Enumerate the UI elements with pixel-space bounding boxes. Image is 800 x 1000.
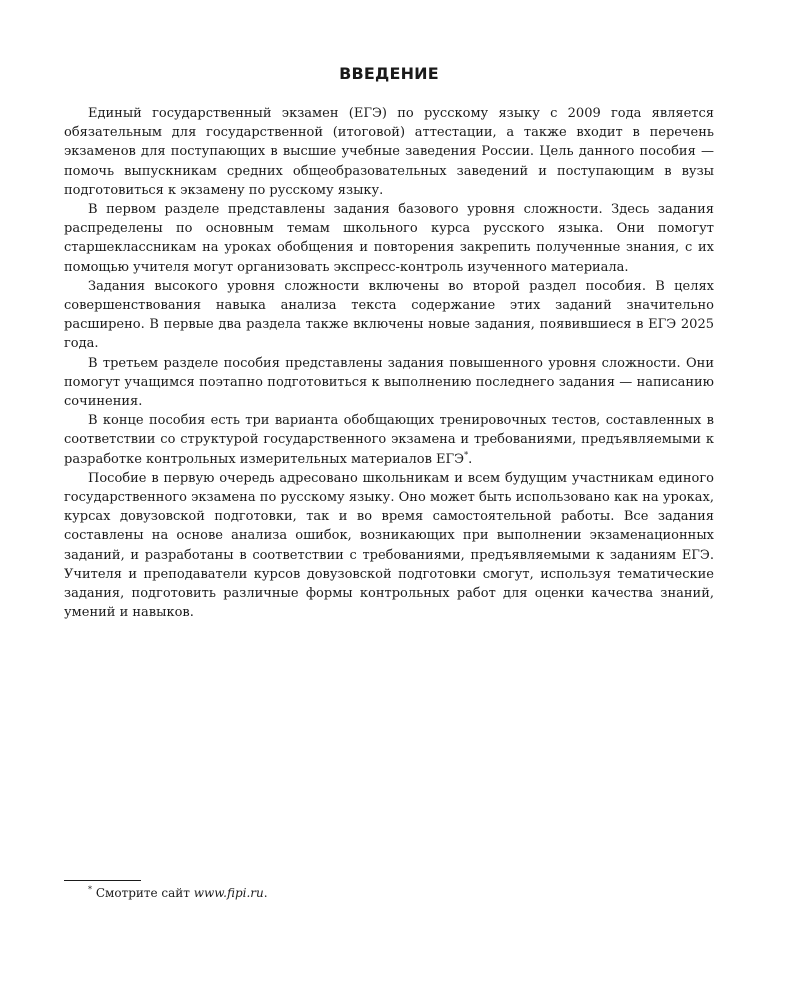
footnote-text: Смотрите сайт <box>92 886 194 900</box>
page-title: ВВЕДЕНИЕ <box>339 64 439 83</box>
footnote-divider <box>64 880 141 881</box>
footnote-marker: * <box>88 885 92 894</box>
paragraph-5-end: . <box>468 451 473 467</box>
paragraph-2: В первом разделе представлены задания базового уровня сложности. Здесь задания распределены по основным темам школьного курса русского языка. Они помогут старшеклассникам на уроках обобщения и повторения закрепить полученные знания, с их помощью учителя могут организовать экспресс-контроль изученного материала. <box>64 202 714 275</box>
paragraph-1: Единый государственный экзамен (ЕГЭ) по русскому языку с 2009 года является обязательным для государственной (итоговой) аттестации, а также входит в перечень экзаменов для поступающих в высшие учебные заведения России. Цель данного пособия — помочь выпускникам средних общеобразовательных заведений и поступающим в вузы подготовиться к экзамену по русскому языку. <box>64 106 714 198</box>
footnote-site: www.fipi.ru <box>193 886 264 900</box>
paragraph-6: Пособие в первую очередь адресовано школьникам и всем будущим участникам единого государственного экзамена по русскому языку. Оно может быть использовано как на уроках, курсах довузовской подготовки, так и во время самостоятельной работы. Все задания составлены на основе анализа ошибок, возникающих при выполнении экзаменационных заданий, и разработаны в соответствии с требованиями, предъявляемыми к заданиям ЕГЭ. Учителя и преподаватели курсов довузовской подготовки смогут, используя тематические задания, подготовить различные формы контрольных работ для оценки качества знаний, умений и навыков. <box>64 470 714 621</box>
paragraph-5-text: В конце пособия есть три варианта обобщающих тренировочных тестов, составленных в соответствии со структурой государственного экзамена и требованиями, предъявляемыми к разработке контрольных измерительных материалов ЕГЭ <box>64 413 714 467</box>
footnote-end: . <box>263 886 268 900</box>
paragraph-5 <box>64 411 714 469</box>
footnote <box>88 885 268 901</box>
paragraph-3: Задания высокого уровня сложности включены во второй раздел пособия. В целях совершенствования навыка анализа текста содержание этих заданий значительно расширено. В первые два раздела также включены новые задания, появившиеся в ЕГЭ 2025 года. <box>64 278 714 352</box>
document-page <box>64 0 714 1000</box>
introduction-body <box>64 104 714 622</box>
footnote-ref: * <box>464 450 469 460</box>
paragraph-4: В третьем разделе пособия представлены задания повышенного уровня сложности. Они помогут учащимся поэтапно подготовиться к выполнению последнего задания — написанию сочинения. <box>64 355 714 410</box>
